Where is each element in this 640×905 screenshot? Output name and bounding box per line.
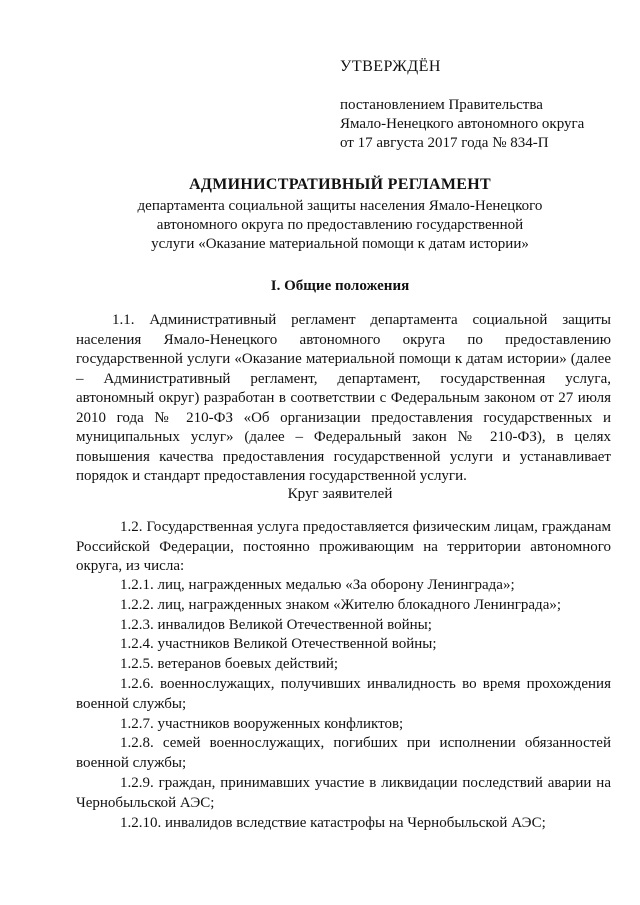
document-title: АДМИНИСТРАТИВНЫЙ РЕГЛАМЕНТ: [189, 176, 491, 193]
applicant-list: [76, 576, 611, 833]
list-item: 1.2.8. семей военнослужащих, погибших при исполнении обязанностей военной службы;: [76, 735, 611, 772]
list-item: 1.2.10. инвалидов вследствие катастрофы на Чернобыльской АЭС;: [120, 814, 546, 831]
subtitle-line: департамента социальной защиты населения Ямало-Ненецкого: [137, 198, 543, 214]
approval-line: от 17 августа 2017 года № 834-П: [340, 135, 549, 151]
list-item: 1.2.1. лиц, награжденных медалью «За оборону Ленинграда»;: [120, 577, 515, 593]
paragraph-1-1: 1.1. Административный регламент департамента социальной защиты населения Ямало-Ненецкого автономного округа по предоставлению государственной услуги «Оказание материальной помощи к датам истории» (далее – Административный регламент, департамент, государственная услуга, автономный округ) разработан в соответствии с Федеральным законом от 27 июля 2010 года № 210-ФЗ «Об организации предоставления государственных и муниципальных услуг» (далее – Федеральный закон № 210-ФЗ), в целях повышения качества предоставления государственной услуги и устанавливает порядок и стандарт предоставления государственной услуги.: [76, 312, 611, 484]
list-item: 1.2.5. ветеранов боевых действий;: [120, 656, 339, 673]
list-item: 1.2.3. инвалидов Великой Отечественной войны;: [120, 616, 432, 633]
section-heading: I. Общие положения: [270, 278, 410, 294]
paragraph-1-2: 1.2. Государственная услуга предоставляется физическим лицам, гражданам Российской Федерации, постоянно проживающим на территории автономного округа, из числа:: [76, 519, 611, 574]
list-item: 1.2.9. граждан, принимавших участие в ликвидации последствий аварии на Чернобыльской АЭС;: [76, 774, 611, 811]
subtitle-line: автономного округа по предоставлению государственной: [156, 217, 524, 233]
approval-line: Ямало-Ненецкого автономного округа: [340, 116, 585, 132]
list-item: 1.2.7. участников вооруженных конфликтов;: [120, 715, 404, 732]
list-item: 1.2.4. участников Великой Отечественной войны;: [120, 636, 437, 653]
document-title-block: [60, 176, 620, 254]
list-item: 1.2.2. лиц, награжденных знаком «Жителю блокадного Ленинграда»;: [120, 596, 562, 613]
list-item: 1.2.6. военнослужащих, получивших инвалидность во время прохождения военной службы;: [76, 675, 611, 712]
approval-heading: УТВЕРЖДЁН: [340, 58, 441, 75]
subtitle-line: услуги «Оказание материальной помощи к датам истории»: [151, 236, 529, 252]
approval-stamp: [340, 58, 620, 153]
approval-line: постановлением Правительства: [340, 97, 543, 113]
subsection-heading: Круг заявителей: [287, 486, 393, 502]
